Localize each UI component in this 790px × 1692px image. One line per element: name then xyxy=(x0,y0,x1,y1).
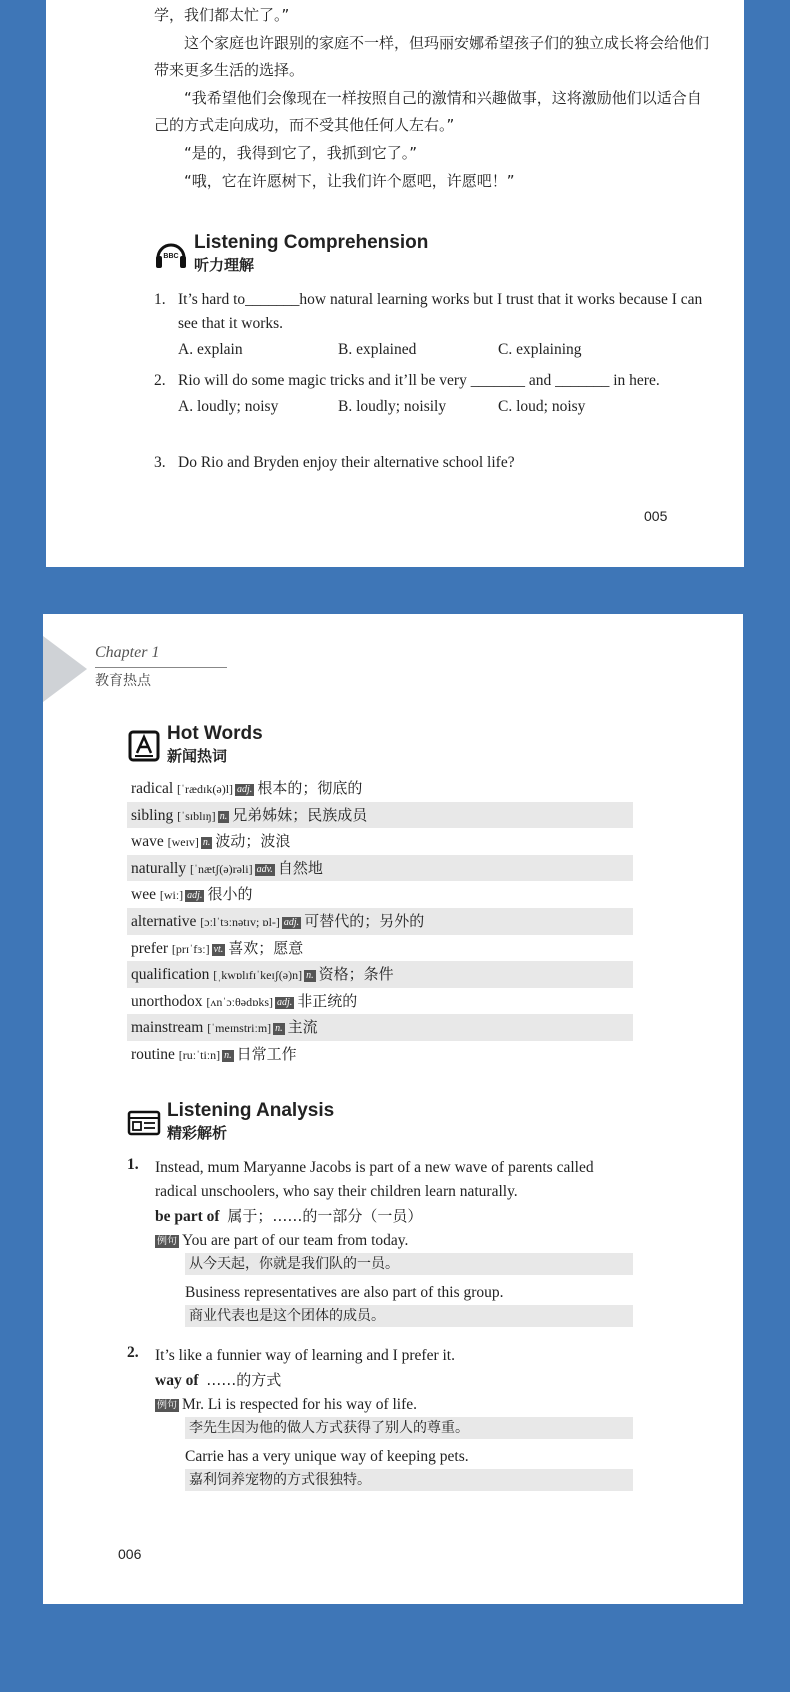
page-006 xyxy=(43,614,743,1604)
word-entry: qualification [ˌkwɒlɪfɪˈkeɪʃ(ə)n] n. 资格；条件 xyxy=(127,961,633,988)
option-a: A. loudly; noisy xyxy=(178,398,279,415)
story-paragraph: “是的，我得到它了，我抓到它了。” xyxy=(154,144,418,162)
phrase-meaning: ……的方式 xyxy=(206,1371,282,1389)
example-tag: 例句 xyxy=(157,1236,177,1247)
story-paragraph: 学，我们都太忙了。” xyxy=(154,6,290,24)
question-number: 3. xyxy=(154,454,166,471)
newspaper-icon xyxy=(127,1106,161,1140)
option-c: C. loud; noisy xyxy=(498,398,586,415)
chapter-label: Chapter 1 xyxy=(95,644,160,661)
question xyxy=(154,451,714,475)
word-entry: wave [weɪv] n. 波动；波浪 xyxy=(131,832,291,851)
example-translation: 嘉利饲养宠物的方式很独特。 xyxy=(185,1469,633,1491)
hot-words-header xyxy=(127,723,263,767)
story-paragraph: “哦，它在许愿树下，让我们许个愿吧，许愿吧！” xyxy=(154,172,515,190)
phrase-line xyxy=(155,1204,633,1229)
chapter-subtitle: 教育热点 xyxy=(95,673,151,689)
analysis-item xyxy=(127,1344,633,1496)
question-text: It’s hard to_______how natural learning works but I trust that it works because I can see that it works. xyxy=(178,291,703,332)
headphones-icon xyxy=(154,238,188,272)
example-translation: 从今天起，你就是我们队的一员。 xyxy=(185,1253,633,1275)
question-number: 1. xyxy=(154,291,166,308)
word-entry: mainstream [ˈmeɪnstriːm] n. 主流 xyxy=(127,1014,633,1041)
word-entry: unorthodox [ʌnˈɔːθədɒks] adj. 非正统的 xyxy=(131,991,358,1010)
example-translation: 李先生因为他的做人方式获得了别人的尊重。 xyxy=(185,1417,633,1439)
analysis-item xyxy=(127,1156,633,1332)
page-number: 005 xyxy=(644,508,668,524)
answer-options xyxy=(178,338,714,362)
key-phrase: way of xyxy=(155,1372,199,1389)
example-line xyxy=(155,1229,633,1253)
example-en: Business representatives are also part of this group. xyxy=(185,1284,504,1301)
word-entry: routine [ruːˈtiːn] n. 日常工作 xyxy=(131,1044,297,1063)
chapter-underline xyxy=(95,667,227,668)
example-en: You are part of our team from today. xyxy=(182,1232,409,1249)
option-b: B. loudly; noisily xyxy=(338,398,447,415)
phrase-meaning: 属于；……的一部分（一员） xyxy=(227,1207,423,1225)
word-entry: naturally [ˈnætʃ(ə)rəli] adv. 自然地 xyxy=(127,855,633,882)
hot-words-list xyxy=(127,775,633,1068)
analysis-sentence: It’s like a funnier way of learning and I prefer it. xyxy=(155,1347,455,1364)
chapter-triangle-marker xyxy=(43,636,87,702)
section-title-en: Listening Comprehension xyxy=(194,232,429,253)
headphones-icon-label: BBC xyxy=(163,253,179,260)
option-b: B. explained xyxy=(338,341,417,358)
question-number: 2. xyxy=(154,372,166,389)
analysis-sentence: Instead, mum Maryanne Jacobs is part of a new wave of parents called radical unschoolers, who say their children learn naturally. xyxy=(155,1159,594,1200)
section-title-zh: 精彩解析 xyxy=(167,1124,228,1142)
question-text: Rio will do some magic tricks and it’ll be very _______ and _______ in here. xyxy=(178,372,660,389)
story-paragraph: 这个家庭也许跟别的家庭不一样，但玛丽安娜希望孩子们的独立成长将会给他们带来更多生活的选择。 xyxy=(154,34,710,79)
story-paragraph: “我希望他们会像现在一样按照自己的激情和兴趣做事，这将激励他们以适合自己的方式走向成功，而不受其他任何人左右。” xyxy=(154,89,702,134)
option-c: C. explaining xyxy=(498,341,582,358)
example-en: Carrie has a very unique way of keeping pets. xyxy=(185,1448,469,1465)
word-entry: wee [wiː] adj. 很小的 xyxy=(131,885,253,904)
listening-analysis-header xyxy=(127,1100,334,1144)
analysis-number: 2. xyxy=(127,1344,139,1361)
analysis-number: 1. xyxy=(127,1156,139,1173)
question xyxy=(154,369,714,419)
section-title-zh: 听力理解 xyxy=(194,256,255,274)
section-title-en: Hot Words xyxy=(167,723,263,744)
word-entry: radical [ˈrædɪk(ə)l] adj. 根本的；彻底的 xyxy=(131,779,363,797)
page-number: 006 xyxy=(118,1546,142,1562)
example-en: Mr. Li is respected for his way of life. xyxy=(182,1396,418,1413)
example-line xyxy=(155,1393,633,1417)
example-translation: 商业代表也是这个团体的成员。 xyxy=(185,1305,633,1327)
dictionary-icon xyxy=(127,729,161,763)
example-tag: 例句 xyxy=(157,1400,177,1411)
word-entry: prefer [prɪˈfɜː] vt. 喜欢；愿意 xyxy=(131,938,304,957)
answer-options xyxy=(178,395,714,419)
option-a: A. explain xyxy=(178,341,243,358)
section-title-en: Listening Analysis xyxy=(167,1100,335,1121)
word-entry: alternative [ɔːlˈtɜːnətɪv; ɒl-] adj. 可替代的；另外的 xyxy=(127,908,633,935)
question-text: Do Rio and Bryden enjoy their alternative school life? xyxy=(178,454,515,471)
word-entry: sibling [ˈsɪblɪŋ] n. 兄弟姊妹；民族成员 xyxy=(127,802,633,829)
phrase-line xyxy=(155,1368,633,1393)
section-title-zh: 新闻热词 xyxy=(167,747,228,765)
question xyxy=(154,288,714,362)
key-phrase: be part of xyxy=(155,1208,220,1225)
page-005 xyxy=(46,0,744,567)
listening-comprehension-header xyxy=(154,232,428,276)
